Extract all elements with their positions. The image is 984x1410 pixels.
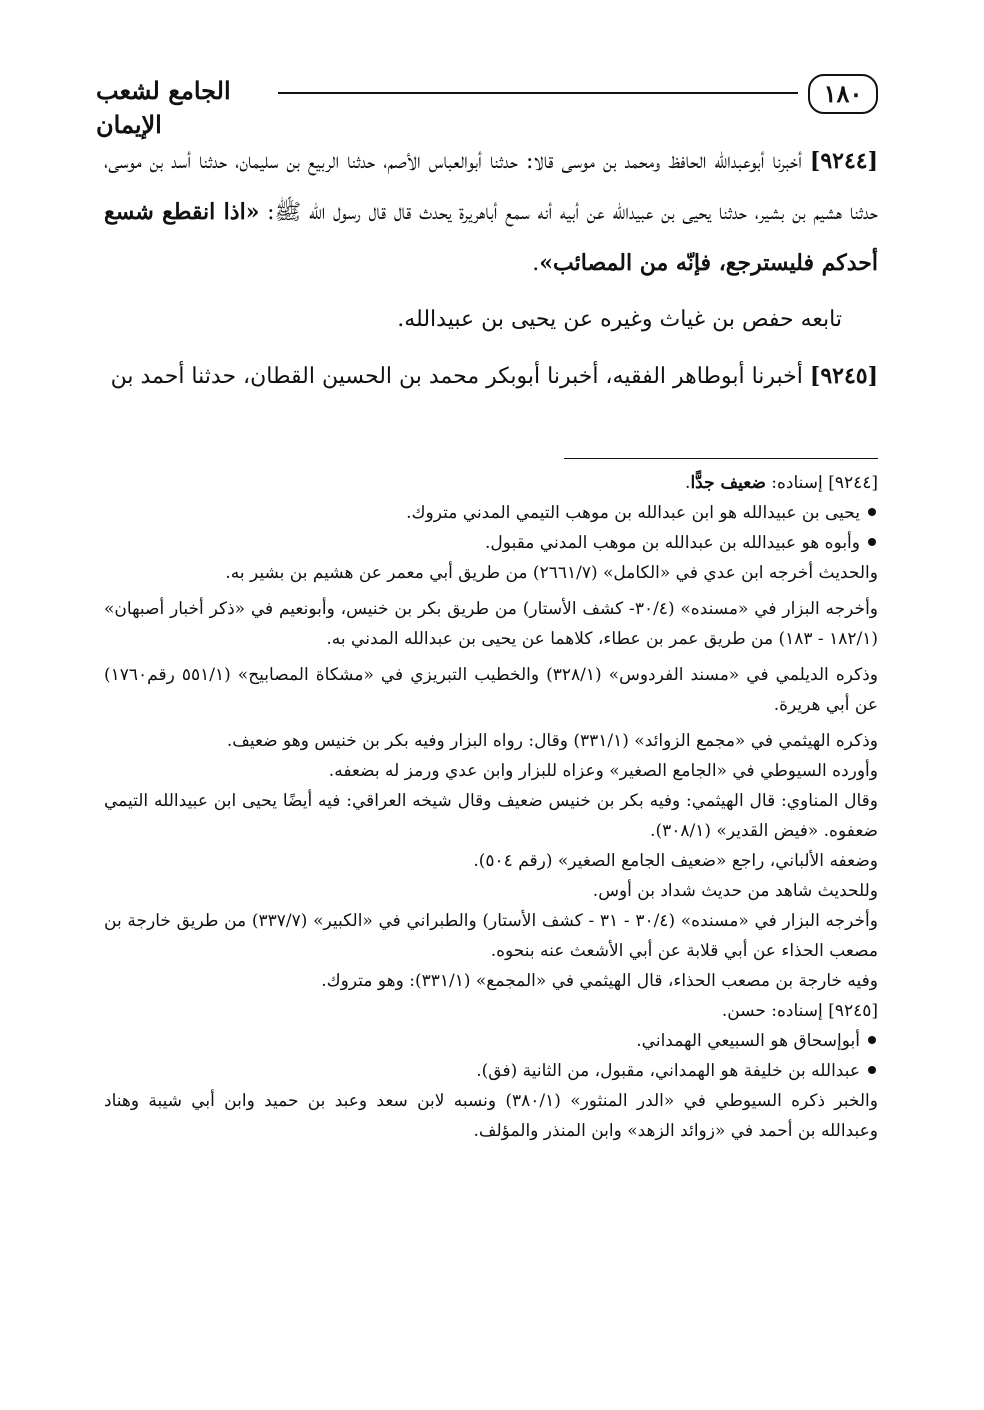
footnote-line: وذكره الديلمي في «مسند الفردوس» (٣٢٨/١) والخطيب التبريزي في «مشكاة المصابيح» (٥٥١/١ رقم١٧٦٠) عن أبي هريرة.: [104, 665, 878, 715]
footnote-number: [٩٢٤٥]: [828, 1001, 878, 1021]
footnote-bullet: [104, 1056, 878, 1086]
bullet-icon: [868, 1036, 876, 1044]
footnote-bullet: [104, 1026, 878, 1056]
hadith-matn: «اذا انقطع شسع أحدكم فليسترجع، فإنّه من المصائب»: [104, 199, 878, 276]
footnote-end: .: [685, 473, 691, 493]
footnote-bullet: [104, 528, 878, 558]
running-title: الجامع لشعب الإيمان: [96, 76, 231, 139]
footnote-line: والخبر ذكره السيوطي في «الدر المنثور» (٣٨٠/١) ونسبه لابن سعد وعبد بن حميد وابن أبي شيبة وهناد وعبدالله بن أحمد في «زوائد الزهد» وابن المنذر والمؤلف.: [104, 1091, 878, 1141]
bullet-text: عبدالله بن خليفة هو الهمداني، مقبول، من الثانية (فق).: [476, 1061, 860, 1081]
footnote-9244-heading: [104, 468, 878, 498]
hadith-9244: [104, 136, 878, 289]
footnote-bullet: [104, 498, 878, 528]
footnotes: [104, 468, 878, 1146]
main-text: [104, 136, 878, 402]
bullet-icon: [868, 1066, 876, 1074]
mutabaa-note: تابعه حفص بن غياث وغيره عن يحيى بن عبيدالله.: [397, 307, 842, 332]
bullet-text: أبوإسحاق هو السبيعي الهمداني.: [636, 1031, 860, 1051]
footnote-line: وأخرجه البزار في «مسنده» (٣٠/٤ - ٣١ - كشف الأستار) والطبراني في «الكبير» (٣٣٧/٧) من طريق خارجة بن مصعب الحذاء عن أبي قلابة عن أبي الأشعث عنه بنحوه.: [104, 911, 878, 961]
page-header: [96, 64, 878, 139]
header-rule: [278, 92, 798, 94]
footnote-line: وللحديث شاهد من حديث شداد بن أوس.: [592, 881, 878, 901]
footnote-line: وفيه خارجة بن مصعب الحذاء، قال الهيثمي في «المجمع» (٣٣١/١): وهو متروك.: [321, 971, 878, 991]
footnote-grade: حسن: [727, 1001, 766, 1021]
footnote-9245-heading: [104, 996, 878, 1026]
hadith-number: [٩٢٤٤]: [809, 148, 878, 174]
footnote-grade: ضعيف جدًّا: [690, 473, 766, 493]
bullet-text: وأبوه هو عبيدالله بن عبدالله بن موهب المدني مقبول.: [485, 533, 860, 553]
isnad-text: أخبرنا أبوعبدالله الحافظ ومحمد بن موسى قالا: حدثنا أبوالعباس الأصم، حدثنا الربيع بن سليمان، حدثنا أسد بن موسى، حدثنا هشيم بن بشير، حدثنا يحيى بن عبيدالله عن أبيه أنه سمع أباهريرة يحدث قال قال رسول الله ﷺ:: [104, 149, 878, 225]
footnote-number: [٩٢٤٤]: [828, 473, 878, 493]
hadith-end: .: [532, 251, 540, 276]
bullet-icon: [868, 538, 876, 546]
footnote-line: والحديث أخرجه ابن عدي في «الكامل» (٢٦٦١/٧) من طريق أبي معمر عن هشيم بن بشير به.: [225, 563, 878, 583]
hadith-9245: [104, 351, 878, 402]
footnote-end: .: [721, 1001, 728, 1021]
footnote-label: إسناده:: [765, 1001, 829, 1021]
footnote-line: وضعفه الألباني، راجع «ضعيف الجامع الصغير» (رقم ٥٠٤).: [473, 851, 878, 871]
hadith-number: [٩٢٤٥]: [809, 363, 878, 389]
bullet-icon: [868, 508, 876, 516]
footnote-line: وذكره الهيثمي في «مجمع الزوائد» (٣٣١/١) وقال: رواه البزار وفيه بكر بن خنيس وهو ضعيف.: [226, 731, 878, 751]
footnote-label: إسناده:: [765, 473, 829, 493]
footnote-line: وأخرجه البزار في «مسنده» (٣٠/٤- كشف الأستار) من طريق بكر بن خنيس، وأبونعيم في «ذكر أخبار أصبهان» (١٨٢/١ - ١٨٣) من طريق عمر بن عطاء، كلاهما عن يحيى بن عبدالله المدني به.: [104, 599, 878, 649]
bullet-text: يحيى بن عبيدالله هو ابن عبدالله بن موهب التيمي المدني متروك.: [406, 503, 860, 523]
footnote-line: وقال المناوي: قال الهيثمي: وفيه بكر بن خنيس ضعيف وقال شيخه العراقي: فيه أيضًا يحيى ابن عبيدالله التيمي ضعفوه. «فيض القدير» (٣٠٨/١).: [104, 791, 878, 841]
isnad-text: أخبرنا أبوطاهر الفقيه، أخبرنا أبوبكر محمد بن الحسين القطان، حدثنا أحمد بن: [110, 364, 810, 389]
footnote-separator: [564, 458, 878, 459]
footnote-line: وأورده السيوطي في «الجامع الصغير» وعزاه للبزار وابن عدي ورمز له بضعفه.: [328, 761, 878, 781]
page-number: ١٨٠: [808, 74, 878, 114]
